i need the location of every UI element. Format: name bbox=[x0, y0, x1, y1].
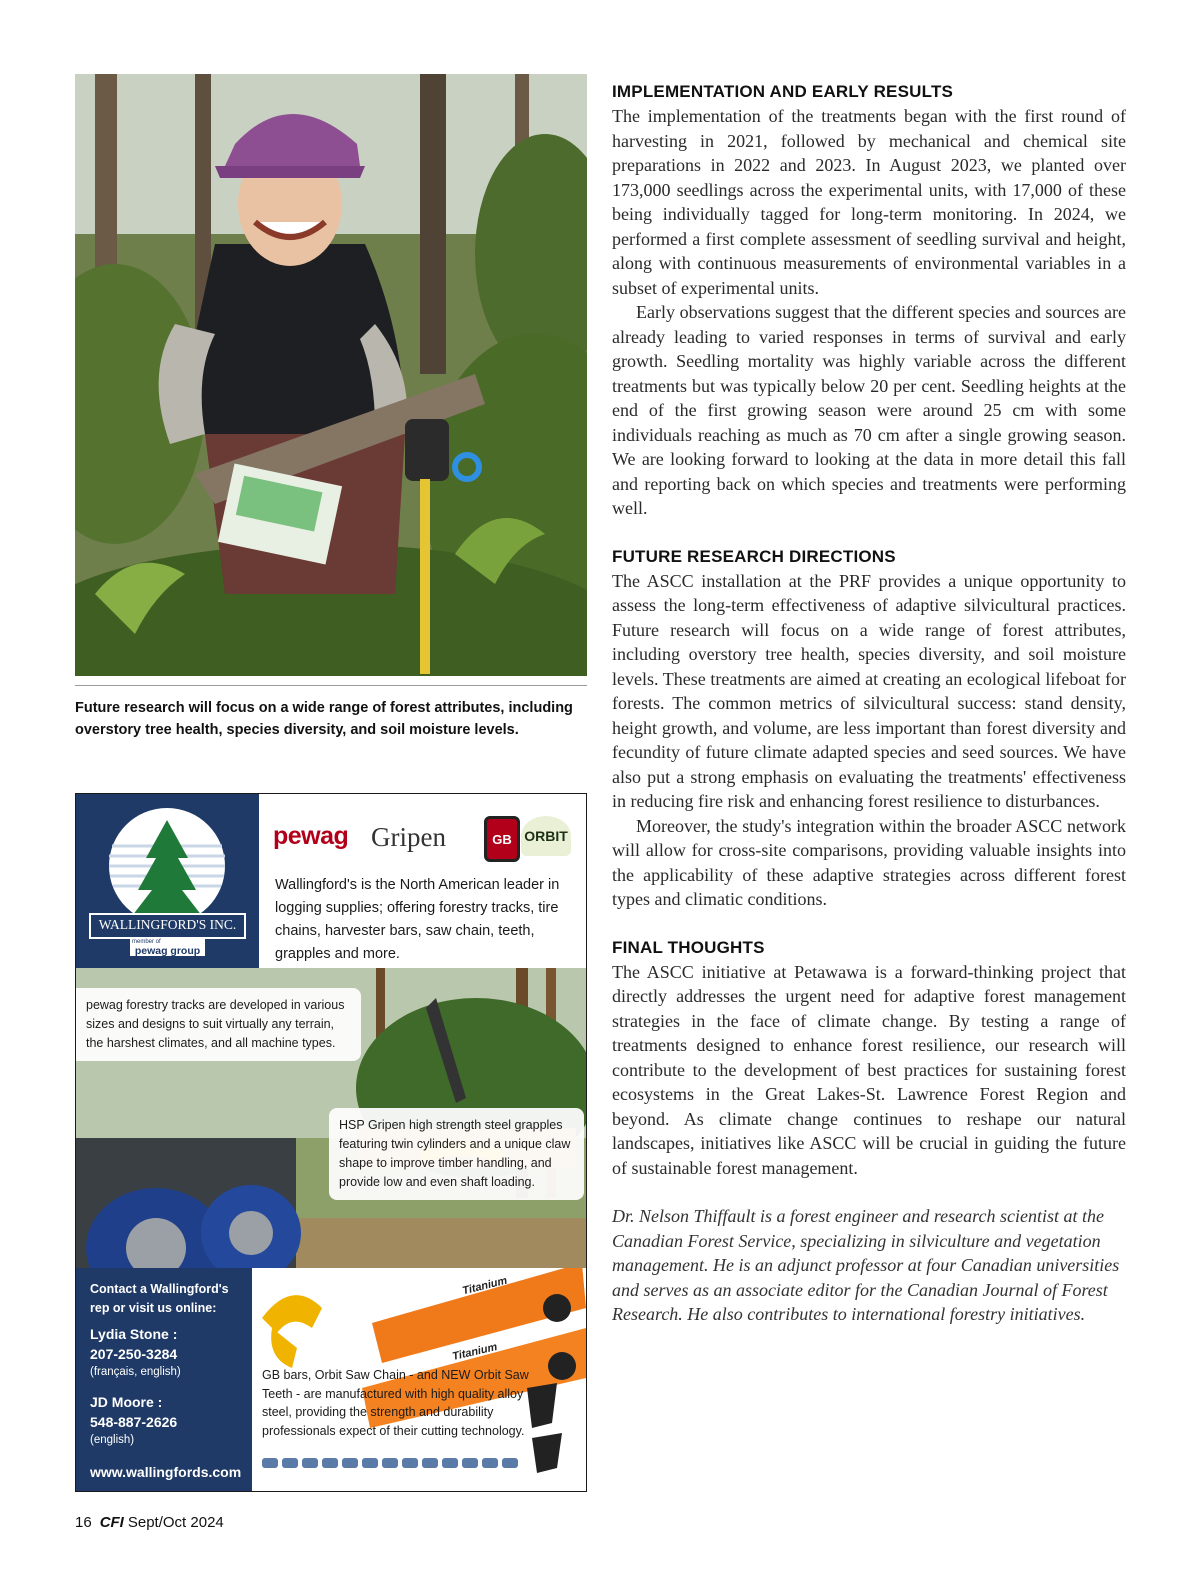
section-spacer bbox=[612, 1180, 1126, 1204]
photo-caption: Future research will focus on a wide range of forest attributes, including overstory tree health, species diversity, and soil moisture levels. bbox=[75, 700, 573, 738]
rep-name: JD Moore : bbox=[90, 1394, 163, 1410]
orbit-logo: ORBIT bbox=[521, 816, 571, 856]
paragraph: The implementation of the treatments began with the first round of harvesting in 2021, followed by mechanical and chemical site preparations in 2022 and 2023. In August 2023, we planted over 173,000 seedlings across the experimental units, with 17,000 of these being individually tagged for long-term monitoring. In 2024, we performed a first complete assessment of seedling survival and height, along with continuous measurements of environmental variables in a subset of experimental units. bbox=[612, 106, 1126, 298]
rep-languages: (français, english) bbox=[90, 1366, 181, 1378]
page-footer bbox=[75, 1514, 224, 1531]
author-bio: Dr. Nelson Thiffault is a forest engineer and research scientist at the Canadian Forest Service, specializing in silviculture and vegetation management. He is an adjunct professor at four Canadian universities and serves as an associate editor for the Canadian Journal of Forest Research. He also contributes to international forestry initiatives. bbox=[612, 1206, 1120, 1324]
contact-panel bbox=[76, 1268, 252, 1491]
rep-phone: 207-250-3284 bbox=[90, 1346, 178, 1362]
contact-intro: Contact a Wallingford's rep or visit us online: bbox=[90, 1282, 229, 1315]
tracks-note: pewag forestry tracks are developed in various sizes and designs to suit virtually any terrain, the harshest climates, and all machine types. bbox=[76, 988, 361, 1061]
paragraph: The ASCC installation at the PRF provides a unique opportunity to assess the long-term effectiveness of adaptive silvicultural practices. Future research will focus on a wide range of forest attributes, including overstory tree health, species diversity, and soil moisture levels. These treatments are aimed at creating an ecological lifeboat for forests. The common metrics of silvicultural success: stand density, height growth, and volume, are less important than forest diversity and fecundity of future climate adapted species and seed sources. We have also put a strong emphasis on evaluating the treatments' effectiveness in reducing fire risk and enhancing forest resilience to disturbances. bbox=[612, 570, 1126, 811]
member-of-label: member of bbox=[132, 939, 161, 945]
brand-logos-panel bbox=[259, 794, 586, 968]
caption-divider bbox=[75, 685, 587, 686]
forest-scene-illustration bbox=[75, 74, 587, 676]
paragraph: The ASCC initiative at Petawawa is a forward-thinking project that directly addresses the urgent need for adaptive forest management strategies in the face of climate change. By testing a range of treatments designed to enhance forest resilience, our research will contribute to the development of best practices for sustaining forest ecosystems in the Great Lakes-St. Lawrence Forest Region and beyond. As climate change continues to reshape our natural landscapes, initiatives like ASCC will be crucial in guiding the future of sustainable forest management. bbox=[612, 961, 1126, 1178]
paragraph: Early observations suggest that the different species and sources are already leading to varied responses in terms of survival and early growth. Seedling mortality was highly variable across the different treatments but was typically below 20 per cent. Seedling heights at the end of the first growing season were around 25 cm with some individuals reaching as much as 70 cm after a single growing season. We are looking forward to looking at the data in more detail this fall and reporting back on which species and treatments were performing well. bbox=[612, 302, 1126, 518]
products-panel bbox=[252, 1268, 586, 1491]
section-heading: FUTURE RESEARCH DIRECTIONS bbox=[612, 546, 896, 566]
page-number: 16 bbox=[75, 1514, 92, 1531]
issue-date: Sept/Oct 2024 bbox=[127, 1514, 224, 1531]
products-description: GB bars, Orbit Saw Chain - and NEW Orbit Saw Teeth - are manufactured with high quality alloy steel, providing the strength and durability professionals expect of their cutting technology. bbox=[262, 1368, 529, 1438]
gb-logo: GB bbox=[484, 816, 520, 862]
section-heading: IMPLEMENTATION AND EARLY RESULTS bbox=[612, 82, 954, 101]
magazine-name: CFI bbox=[99, 1514, 124, 1531]
pewag-logo: pewag bbox=[273, 822, 349, 850]
section-spacer bbox=[612, 912, 1126, 936]
rep-name: Lydia Stone : bbox=[90, 1326, 178, 1342]
section-heading: FINAL THOUGHTS bbox=[612, 937, 765, 957]
ad-tagline: Wallingford's is the North American leader in logging supplies; offering forestry tracks, tire chains, harvester bars, saw chain, teeth, grapples and more. bbox=[275, 877, 560, 962]
website-link[interactable]: www.wallingfords.com bbox=[90, 1464, 242, 1480]
company-logo-text: WALLINGFORD'S INC. bbox=[98, 917, 237, 932]
rep-languages: (english) bbox=[90, 1434, 135, 1446]
titanium-bar-label: Titanium bbox=[451, 1341, 499, 1363]
titanium-bar-label: Titanium bbox=[461, 1274, 509, 1298]
ad-logo-panel bbox=[76, 794, 259, 968]
gripen-logo: Gripen bbox=[371, 822, 446, 852]
article-body bbox=[612, 80, 1126, 1327]
grapples-note: HSP Gripen high strength steel grapples featuring twin cylinders and a unique claw shape to improve timber handling, and provide low and even shaft loading. bbox=[329, 1108, 584, 1200]
wallingfords-advertisement bbox=[75, 793, 587, 1492]
paragraph: Moreover, the study's integration within the broader ASCC network will allow for cross-site comparisons, providing valuable insights into the applicability of these adaptive strategies across different forest types and climatic conditions. bbox=[612, 815, 1126, 909]
pewag-group-label: pewag group bbox=[134, 945, 201, 957]
researcher-photo bbox=[75, 74, 587, 676]
rep-phone: 548-887-2626 bbox=[90, 1414, 178, 1430]
pine-tree-logo bbox=[76, 794, 259, 968]
section-spacer bbox=[612, 521, 1126, 545]
